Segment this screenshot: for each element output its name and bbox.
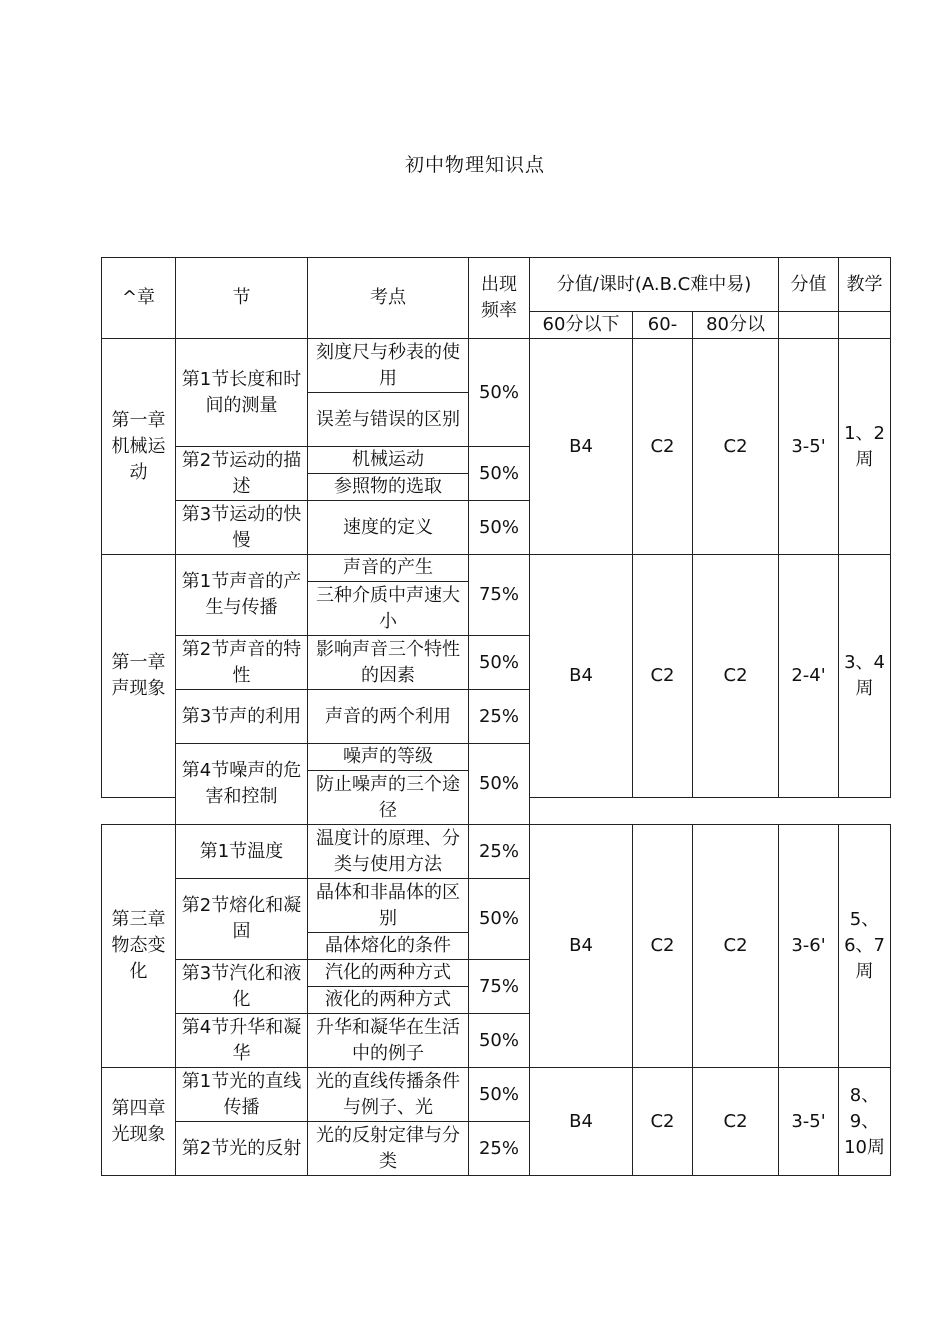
point-cell: 温度计的原理、分类与使用方法	[308, 825, 469, 879]
point-cell: 三种介质中声速大小	[308, 582, 469, 636]
section-cell: 第2节声音的特性	[176, 636, 308, 690]
header-sub-empty	[839, 312, 891, 339]
point-cell: 晶体熔化的条件	[308, 933, 469, 960]
frequency-cell: 50%	[469, 636, 530, 690]
frequency-cell: 25%	[469, 690, 530, 744]
point-cell: 刻度尺与秒表的使用	[308, 339, 469, 393]
point-cell: 机械运动	[308, 447, 469, 474]
table-header	[102, 258, 891, 339]
weeks-cell: 8、9、10周	[839, 1068, 891, 1176]
point-cell: 升华和凝华在生活中的例子	[308, 1014, 469, 1068]
score-cell: 3-5'	[779, 1068, 839, 1176]
frequency-cell: 25%	[469, 825, 530, 879]
section-cell: 第2节运动的描述	[176, 447, 308, 501]
grade-c-cell: C2	[693, 825, 779, 1068]
frequency-cell: 50%	[469, 339, 530, 447]
grade-b-cell: C2	[633, 1068, 693, 1176]
point-cell: 声音的两个利用	[308, 690, 469, 744]
chapter-cell: 第三章物态变化	[102, 825, 176, 1068]
frequency-cell: 50%	[469, 501, 530, 555]
point-cell: 噪声的等级	[308, 744, 469, 771]
grade-a-cell: B4	[530, 555, 633, 798]
section-cell: 第3节运动的快慢	[176, 501, 308, 555]
grade-a-cell: B4	[530, 1068, 633, 1176]
point-cell: 声音的产生	[308, 555, 469, 582]
section-cell: 第1节长度和时间的测量	[176, 339, 308, 447]
section-cell: 第3节汽化和液化	[176, 960, 308, 1014]
weeks-cell: 5、6、7周	[839, 825, 891, 1068]
section-cell: 第1节声音的产生与传播	[176, 555, 308, 636]
grade-a-cell: B4	[530, 825, 633, 1068]
header-sub-a: 60分以下	[530, 312, 633, 339]
grade-b-cell: C2	[633, 825, 693, 1068]
point-cell: 光的反射定律与分类	[308, 1122, 469, 1176]
frequency-cell: 75%	[469, 555, 530, 636]
point-cell: 液化的两种方式	[308, 987, 469, 1014]
chapter-cell: 第四章光现象	[102, 1068, 176, 1176]
page-title: 初中物理知识点	[404, 154, 545, 176]
header-sub-empty	[779, 312, 839, 339]
point-cell: 误差与错误的区别	[308, 393, 469, 447]
section-cell: 第1节温度	[176, 825, 308, 879]
grade-b-cell: C2	[633, 339, 693, 555]
score-cell: 3-5'	[779, 339, 839, 555]
header-score-group: 分值/课时(A.B.C难中易)	[530, 258, 779, 312]
grade-a-cell: B4	[530, 339, 633, 555]
score-cell: 3-6'	[779, 825, 839, 1068]
frequency-cell: 25%	[469, 1122, 530, 1176]
header-chapter: ^章	[102, 258, 176, 339]
frequency-cell: 75%	[469, 960, 530, 1014]
header-point: 考点	[308, 258, 469, 339]
weeks-cell: 3、4周	[839, 555, 891, 798]
section-cell: 第1节光的直线传播	[176, 1068, 308, 1122]
header-score: 分值	[779, 258, 839, 312]
frequency-cell: 50%	[469, 744, 530, 825]
header-sub-c: 80分以	[693, 312, 779, 339]
point-cell: 参照物的选取	[308, 474, 469, 501]
grade-b-cell: C2	[633, 555, 693, 798]
point-cell: 晶体和非晶体的区别	[308, 879, 469, 933]
point-cell: 光的直线传播条件与例子、光	[308, 1068, 469, 1122]
frequency-cell: 50%	[469, 1068, 530, 1122]
grade-c-cell: C2	[693, 339, 779, 555]
header-section: 节	[176, 258, 308, 339]
point-cell: 影响声音三个特性的因素	[308, 636, 469, 690]
header-teaching: 教学	[839, 258, 891, 312]
weeks-cell: 1、2周	[839, 339, 891, 555]
frequency-cell: 50%	[469, 447, 530, 501]
grade-c-cell: C2	[693, 555, 779, 798]
section-cell: 第4节噪声的危害和控制	[176, 744, 308, 825]
frequency-cell: 50%	[469, 1014, 530, 1068]
point-cell: 速度的定义	[308, 501, 469, 555]
knowledge-table	[101, 257, 891, 1176]
section-cell: 第3节声的利用	[176, 690, 308, 744]
point-cell: 汽化的两种方式	[308, 960, 469, 987]
point-cell: 防止噪声的三个途径	[308, 771, 469, 825]
section-cell: 第2节熔化和凝固	[176, 879, 308, 960]
chapter-cell: 第一章声现象	[102, 555, 176, 798]
grade-c-cell: C2	[693, 1068, 779, 1176]
frequency-cell: 50%	[469, 879, 530, 960]
chapter-cell: 第一章机械运动	[102, 339, 176, 555]
score-cell: 2-4'	[779, 555, 839, 798]
section-cell: 第2节光的反射	[176, 1122, 308, 1176]
section-cell: 第4节升华和凝华	[176, 1014, 308, 1068]
header-sub-b: 60-	[633, 312, 693, 339]
header-frequency: 出现频率	[469, 258, 530, 339]
